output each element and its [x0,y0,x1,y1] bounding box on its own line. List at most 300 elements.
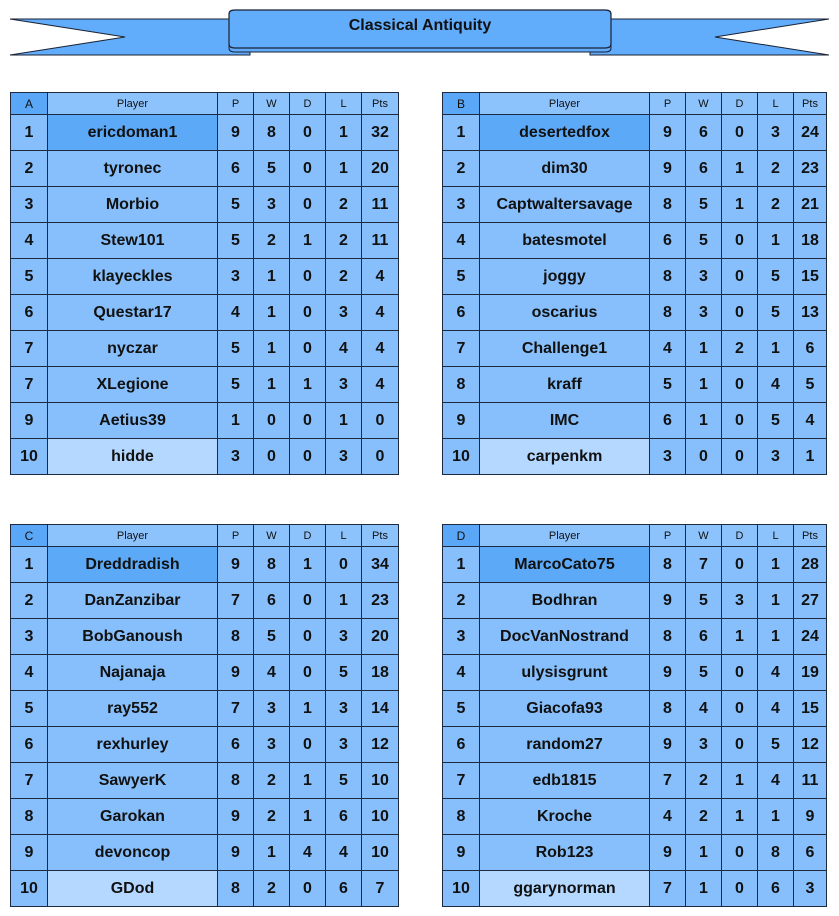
table-row [443,799,827,835]
points-cell: 13 [794,295,827,331]
drawn-cell: 0 [722,367,758,403]
lost-cell: 5 [758,403,794,439]
won-cell: 1 [686,331,722,367]
player-cell: joggy [480,259,650,295]
won-cell: 2 [686,763,722,799]
won-cell: 0 [686,439,722,475]
points-cell: 32 [362,115,399,151]
table-row [11,691,399,727]
table-row [443,187,827,223]
lost-cell: 1 [326,403,362,439]
played-cell: 3 [218,259,254,295]
group-b-table [442,92,827,475]
lost-cell: 6 [326,871,362,907]
drawn-cell: 1 [722,187,758,223]
rank-cell: 2 [11,583,48,619]
player-cell: oscarius [480,295,650,331]
won-cell: 2 [254,763,290,799]
drawn-cell: 1 [290,223,326,259]
played-cell: 7 [650,871,686,907]
page-title: Classical Antiquity [348,17,492,34]
lost-cell: 1 [326,583,362,619]
played-cell: 6 [218,151,254,187]
table-row [443,259,827,295]
points-cell: 4 [362,331,399,367]
points-cell: 23 [362,583,399,619]
table-row [11,223,399,259]
points-cell: 20 [362,151,399,187]
rank-cell: 10 [11,439,48,475]
won-cell: 1 [254,295,290,331]
points-cell: 9 [794,799,827,835]
rank-cell: 6 [11,727,48,763]
won-cell: 1 [254,835,290,871]
player-cell: ray552 [48,691,218,727]
won-cell: 1 [686,403,722,439]
column-header-player: Player [480,93,650,115]
played-cell: 8 [650,187,686,223]
drawn-cell: 0 [290,655,326,691]
column-header-points: Pts [794,93,827,115]
played-cell: 3 [218,439,254,475]
lost-cell: 5 [758,295,794,331]
rank-cell: 1 [443,115,480,151]
drawn-cell: 0 [722,547,758,583]
table-row [443,871,827,907]
played-cell: 4 [218,295,254,331]
column-header-lost: L [326,93,362,115]
player-cell: klayeckles [48,259,218,295]
points-cell: 12 [794,727,827,763]
won-cell: 3 [686,295,722,331]
drawn-cell: 0 [290,187,326,223]
table-row [11,367,399,403]
lost-cell: 1 [758,547,794,583]
lost-cell: 5 [758,259,794,295]
table-row [443,367,827,403]
points-cell: 24 [794,619,827,655]
played-cell: 9 [650,115,686,151]
rank-cell: 7 [11,763,48,799]
played-cell: 8 [650,619,686,655]
played-cell: 7 [218,583,254,619]
table-row [443,151,827,187]
won-cell: 2 [254,799,290,835]
won-cell: 1 [686,367,722,403]
lost-cell: 4 [758,655,794,691]
drawn-cell: 0 [722,835,758,871]
column-header-points: Pts [794,525,827,547]
drawn-cell: 1 [722,619,758,655]
played-cell: 9 [650,655,686,691]
column-header-lost: L [326,525,362,547]
player-cell: Garokan [48,799,218,835]
lost-cell: 1 [758,223,794,259]
player-cell: Stew101 [48,223,218,259]
lost-cell: 1 [326,151,362,187]
won-cell: 1 [254,367,290,403]
table-header [11,525,399,547]
table-row [11,583,399,619]
table-header [443,525,827,547]
group-label: D [443,525,480,547]
points-cell: 10 [362,763,399,799]
drawn-cell: 1 [722,151,758,187]
drawn-cell: 0 [290,619,326,655]
table-row [11,655,399,691]
rank-cell: 3 [443,187,480,223]
points-cell: 27 [794,583,827,619]
rank-cell: 3 [443,619,480,655]
player-cell: rexhurley [48,727,218,763]
table-row [11,619,399,655]
played-cell: 5 [218,187,254,223]
table-row [11,547,399,583]
won-cell: 4 [686,691,722,727]
rank-cell: 10 [443,871,480,907]
table-row [443,835,827,871]
column-header-won: W [686,93,722,115]
player-cell: DocVanNostrand [480,619,650,655]
played-cell: 9 [218,115,254,151]
played-cell: 8 [218,619,254,655]
lost-cell: 6 [758,871,794,907]
player-cell: hidde [48,439,218,475]
player-cell: carpenkm [480,439,650,475]
won-cell: 6 [686,619,722,655]
column-header-lost: L [758,525,794,547]
table-row [443,115,827,151]
drawn-cell: 1 [290,547,326,583]
points-cell: 14 [362,691,399,727]
won-cell: 1 [686,871,722,907]
played-cell: 6 [650,223,686,259]
won-cell: 3 [254,691,290,727]
lost-cell: 2 [758,151,794,187]
player-cell: nyczar [48,331,218,367]
rank-cell: 8 [11,799,48,835]
column-header-drawn: D [722,93,758,115]
drawn-cell: 2 [722,331,758,367]
won-cell: 5 [254,151,290,187]
rank-cell: 5 [443,259,480,295]
column-header-points: Pts [362,93,399,115]
table-row [11,439,399,475]
table-row [11,871,399,907]
player-cell: Challenge1 [480,331,650,367]
played-cell: 8 [218,763,254,799]
group-a-table [10,92,399,475]
played-cell: 4 [650,799,686,835]
group-label: A [11,93,48,115]
played-cell: 7 [218,691,254,727]
column-header-won: W [254,93,290,115]
lost-cell: 2 [326,259,362,295]
table-row [11,727,399,763]
table-row [11,763,399,799]
won-cell: 1 [254,259,290,295]
rank-cell: 4 [11,655,48,691]
drawn-cell: 0 [290,259,326,295]
column-header-player: Player [480,525,650,547]
rank-cell: 2 [11,151,48,187]
won-cell: 5 [686,583,722,619]
played-cell: 8 [650,259,686,295]
drawn-cell: 0 [290,331,326,367]
rank-cell: 5 [11,259,48,295]
table-row [443,727,827,763]
drawn-cell: 0 [290,403,326,439]
drawn-cell: 0 [290,439,326,475]
table-row [443,763,827,799]
rank-cell: 5 [11,691,48,727]
points-cell: 15 [794,691,827,727]
drawn-cell: 0 [722,727,758,763]
rank-cell: 7 [11,367,48,403]
rank-cell: 1 [11,115,48,151]
player-cell: Najanaja [48,655,218,691]
player-cell: Dreddradish [48,547,218,583]
lost-cell: 5 [326,655,362,691]
played-cell: 1 [218,403,254,439]
player-cell: GDod [48,871,218,907]
played-cell: 6 [650,403,686,439]
table-row [443,439,827,475]
drawn-cell: 0 [290,583,326,619]
player-cell: devoncop [48,835,218,871]
rank-cell: 1 [443,547,480,583]
table-row [11,115,399,151]
lost-cell: 4 [758,691,794,727]
player-cell: dim30 [480,151,650,187]
player-cell: Captwaltersavage [480,187,650,223]
points-cell: 1 [794,439,827,475]
won-cell: 5 [686,223,722,259]
column-header-points: Pts [362,525,399,547]
rank-cell: 7 [11,331,48,367]
lost-cell: 1 [758,331,794,367]
won-cell: 7 [686,547,722,583]
lost-cell: 5 [758,727,794,763]
rank-cell: 6 [443,295,480,331]
drawn-cell: 1 [722,799,758,835]
drawn-cell: 0 [722,403,758,439]
drawn-cell: 0 [290,727,326,763]
won-cell: 8 [254,115,290,151]
lost-cell: 5 [326,763,362,799]
points-cell: 23 [794,151,827,187]
table-header [11,93,399,115]
column-header-drawn: D [722,525,758,547]
rank-cell: 8 [443,799,480,835]
player-cell: Questar17 [48,295,218,331]
drawn-cell: 1 [290,799,326,835]
table-row [443,547,827,583]
drawn-cell: 0 [722,655,758,691]
points-cell: 21 [794,187,827,223]
points-cell: 18 [794,223,827,259]
won-cell: 1 [686,835,722,871]
won-cell: 3 [254,187,290,223]
drawn-cell: 4 [290,835,326,871]
played-cell: 9 [218,835,254,871]
rank-cell: 6 [11,295,48,331]
points-cell: 4 [362,367,399,403]
won-cell: 3 [254,727,290,763]
played-cell: 8 [218,871,254,907]
table-row [443,223,827,259]
rank-cell: 10 [443,439,480,475]
drawn-cell: 1 [722,763,758,799]
won-cell: 6 [254,583,290,619]
lost-cell: 4 [758,367,794,403]
played-cell: 9 [650,583,686,619]
rank-cell: 7 [443,331,480,367]
player-cell: random27 [480,727,650,763]
table-row [443,295,827,331]
column-header-lost: L [758,93,794,115]
played-cell: 9 [218,547,254,583]
won-cell: 2 [254,871,290,907]
points-cell: 34 [362,547,399,583]
table-row [11,151,399,187]
played-cell: 8 [650,691,686,727]
lost-cell: 2 [758,187,794,223]
lost-cell: 1 [758,619,794,655]
played-cell: 9 [218,655,254,691]
drawn-cell: 1 [290,367,326,403]
column-header-won: W [686,525,722,547]
table-row [443,655,827,691]
table-row [11,799,399,835]
lost-cell: 3 [326,727,362,763]
lost-cell: 3 [758,439,794,475]
drawn-cell: 1 [290,691,326,727]
player-cell: XLegione [48,367,218,403]
table-row [11,259,399,295]
rank-cell: 8 [443,367,480,403]
player-cell: ggarynorman [480,871,650,907]
table-row [11,835,399,871]
points-cell: 19 [794,655,827,691]
lost-cell: 6 [326,799,362,835]
table-row [443,331,827,367]
rank-cell: 4 [443,223,480,259]
played-cell: 3 [650,439,686,475]
player-cell: ericdoman1 [48,115,218,151]
won-cell: 6 [686,151,722,187]
lost-cell: 3 [326,439,362,475]
points-cell: 6 [794,835,827,871]
player-cell: Rob123 [480,835,650,871]
table-row [443,619,827,655]
won-cell: 0 [254,439,290,475]
points-cell: 15 [794,259,827,295]
points-cell: 0 [362,403,399,439]
won-cell: 3 [686,259,722,295]
rank-cell: 9 [443,835,480,871]
column-header-player: Player [48,525,218,547]
drawn-cell: 0 [290,871,326,907]
player-cell: desertedfox [480,115,650,151]
player-cell: IMC [480,403,650,439]
column-header-player: Player [48,93,218,115]
lost-cell: 3 [758,115,794,151]
column-header-drawn: D [290,525,326,547]
played-cell: 7 [650,763,686,799]
points-cell: 3 [794,871,827,907]
table-row [11,187,399,223]
table-row [11,403,399,439]
player-cell: MarcoCato75 [480,547,650,583]
played-cell: 5 [218,331,254,367]
rank-cell: 3 [11,187,48,223]
player-cell: Morbio [48,187,218,223]
won-cell: 6 [686,115,722,151]
player-cell: kraff [480,367,650,403]
table-row [11,331,399,367]
column-header-won: W [254,525,290,547]
rank-cell: 2 [443,151,480,187]
won-cell: 8 [254,547,290,583]
lost-cell: 1 [326,115,362,151]
won-cell: 5 [254,619,290,655]
player-cell: edb1815 [480,763,650,799]
player-cell: Aetius39 [48,403,218,439]
table-row [443,583,827,619]
lost-cell: 1 [758,799,794,835]
rank-cell: 5 [443,691,480,727]
lost-cell: 3 [326,295,362,331]
played-cell: 8 [650,547,686,583]
lost-cell: 0 [326,547,362,583]
won-cell: 0 [254,403,290,439]
player-cell: DanZanzibar [48,583,218,619]
points-cell: 4 [362,259,399,295]
played-cell: 9 [650,835,686,871]
table-row [443,691,827,727]
rank-cell: 9 [443,403,480,439]
drawn-cell: 0 [722,223,758,259]
points-cell: 10 [362,835,399,871]
lost-cell: 4 [326,331,362,367]
group-label: B [443,93,480,115]
played-cell: 9 [218,799,254,835]
drawn-cell: 0 [290,115,326,151]
points-cell: 7 [362,871,399,907]
lost-cell: 3 [326,367,362,403]
points-cell: 11 [362,223,399,259]
won-cell: 3 [686,727,722,763]
played-cell: 5 [650,367,686,403]
drawn-cell: 0 [722,115,758,151]
points-cell: 0 [362,439,399,475]
points-cell: 6 [794,331,827,367]
player-cell: Bodhran [480,583,650,619]
rank-cell: 6 [443,727,480,763]
drawn-cell: 0 [722,439,758,475]
points-cell: 20 [362,619,399,655]
group-label: C [11,525,48,547]
played-cell: 4 [650,331,686,367]
rank-cell: 1 [11,547,48,583]
points-cell: 11 [794,763,827,799]
drawn-cell: 0 [722,691,758,727]
column-header-drawn: D [290,93,326,115]
drawn-cell: 0 [722,259,758,295]
played-cell: 6 [218,727,254,763]
rank-cell: 4 [11,223,48,259]
